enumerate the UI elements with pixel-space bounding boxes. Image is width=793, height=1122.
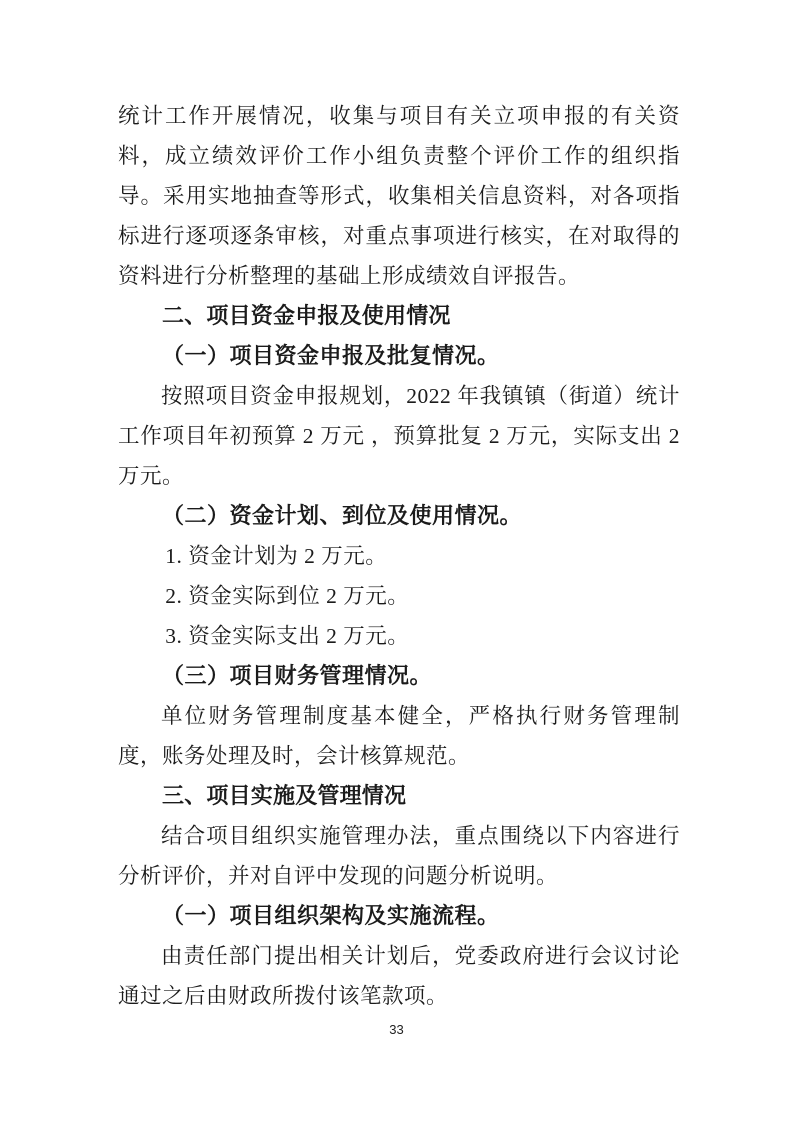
paragraph: 单位财务管理制度基本健全，严格执行财务管理制度，账务处理及时，会计核算规范。 bbox=[118, 704, 680, 768]
list-item-2: 2. 资金实际到位 2 万元。 bbox=[165, 584, 410, 608]
section-heading-2: 二、项目资金申报及使用情况 bbox=[162, 303, 451, 328]
subsection-heading-2-2: （二）资金计划、到位及使用情况。 bbox=[162, 503, 523, 528]
list-item-1: 1. 资金计划为 2 万元。 bbox=[165, 544, 388, 568]
paragraph: 结合项目组织实施管理办法，重点围绕以下内容进行分析评价，并对自评中发现的问题分析说明。 bbox=[118, 824, 680, 888]
subsection-heading-2-1: （一）项目资金申报及批复情况。 bbox=[162, 343, 500, 368]
page-content bbox=[118, 96, 680, 1016]
subsection-heading-3-1: （一）项目组织架构及实施流程。 bbox=[162, 903, 500, 928]
paragraph-continuation: 统计工作开展情况，收集与项目有关立项申报的有关资料，成立绩效评价工作小组负责整个评价工作的组织指导。采用实地抽查等形式，收集相关信息资料，对各项指标进行逐项逐条审核，对重点事项进行核实，在对取得的资料进行分析整理的基础上形成绩效自评报告。 bbox=[118, 104, 680, 288]
section-heading-3: 三、项目实施及管理情况 bbox=[162, 783, 407, 808]
list-item-3: 3. 资金实际支出 2 万元。 bbox=[165, 624, 410, 648]
page-number: 33 bbox=[389, 1022, 404, 1037]
paragraph: 由责任部门提出相关计划后，党委政府进行会议讨论通过之后由财政所拨付该笔款项。 bbox=[118, 944, 680, 1008]
subsection-heading-2-3: （三）项目财务管理情况。 bbox=[162, 663, 433, 688]
paragraph: 按照项目资金申报规划，2022 年我镇镇（街道）统计工作项目年初预算 2 万元 ，预算批复 2 万元，实际支出 2 万元。 bbox=[118, 384, 680, 488]
